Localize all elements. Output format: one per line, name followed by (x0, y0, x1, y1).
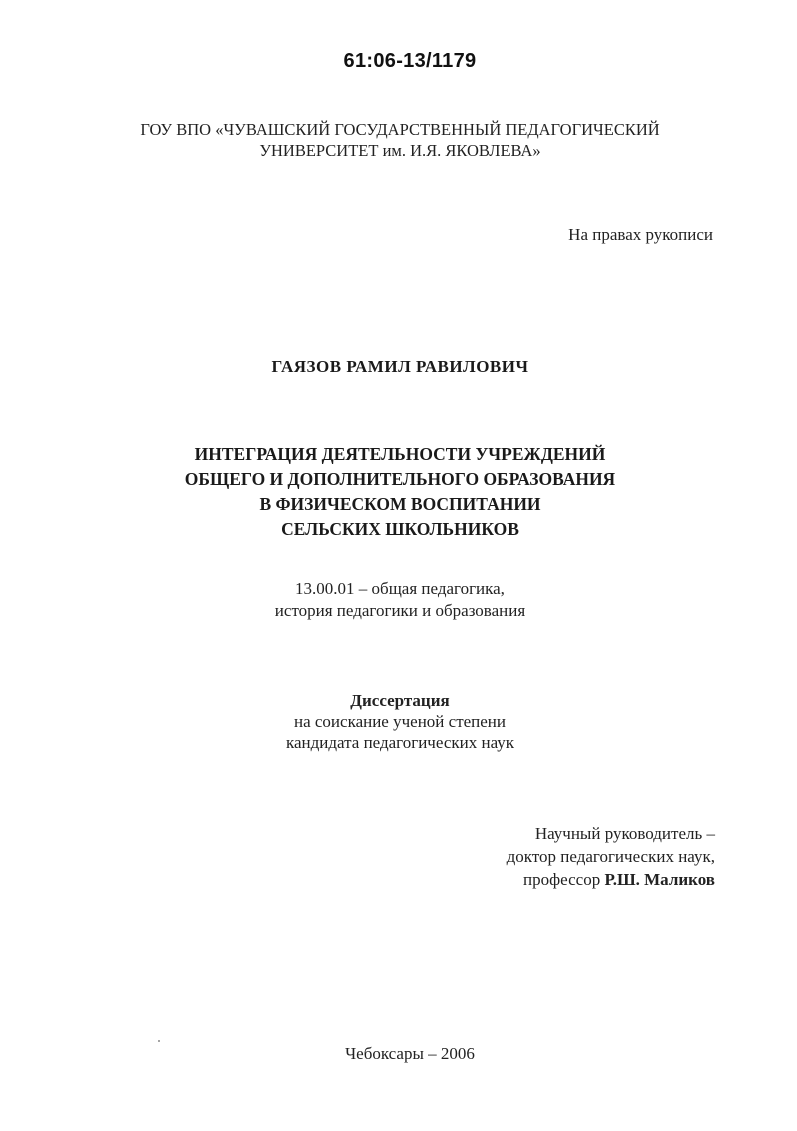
supervisor-name: Р.Ш. Маликов (604, 870, 715, 889)
author-name: ГАЯЗОВ РАМИЛ РАВИЛОВИЧ (271, 357, 529, 376)
dissertation-line-2: кандидата педагогических наук (285, 733, 515, 752)
institution-line-2: УНИВЕРСИТЕТ им. И.Я. ЯКОВЛЕВА» (259, 141, 541, 160)
supervisor-line-3 (315, 868, 715, 891)
institution-line-1: ГОУ ВПО «ЧУВАШСКИЙ ГОСУДАРСТВЕННЫЙ ПЕДАГОГИЧЕСКИЙ (140, 120, 660, 139)
thesis-title-line-4: СЕЛЬСКИХ ШКОЛЬНИКОВ (281, 519, 519, 539)
dissertation-block (150, 690, 650, 753)
thesis-title-line-3: В ФИЗИЧЕСКОМ ВОСПИТАНИИ (259, 494, 541, 514)
thesis-title (110, 442, 690, 542)
specialty-line-2: история педагогики и образования (274, 601, 526, 620)
thesis-title-line-2: ОБЩЕГО И ДОПОЛНИТЕЛЬНОГО ОБРАЗОВАНИЯ (184, 469, 616, 489)
dissertation-heading: Диссертация (350, 691, 450, 710)
dissertation-line-1: на соискание ученой степени (293, 712, 507, 731)
catalog-number: 61:06-13/1179 (343, 50, 477, 72)
supervisor-line-2: доктор педагогических наук, (506, 847, 715, 866)
specialty (150, 578, 650, 622)
specialty-line-1: 13.00.01 – общая педагогика, (295, 579, 505, 598)
thesis-title-line-1: ИНТЕГРАЦИЯ ДЕЯТЕЛЬНОСТИ УЧРЕЖДЕНИЙ (194, 444, 606, 464)
supervisor-title-prefix: профессор (523, 870, 601, 889)
scan-speck (158, 1040, 160, 1042)
institution-name (120, 119, 680, 161)
supervisor-line-1: Научный руководитель – (534, 824, 715, 843)
manuscript-note: На правах рукописи (568, 225, 713, 244)
city-year: Чебоксары – 2006 (345, 1044, 475, 1063)
supervisor-block (315, 822, 715, 891)
